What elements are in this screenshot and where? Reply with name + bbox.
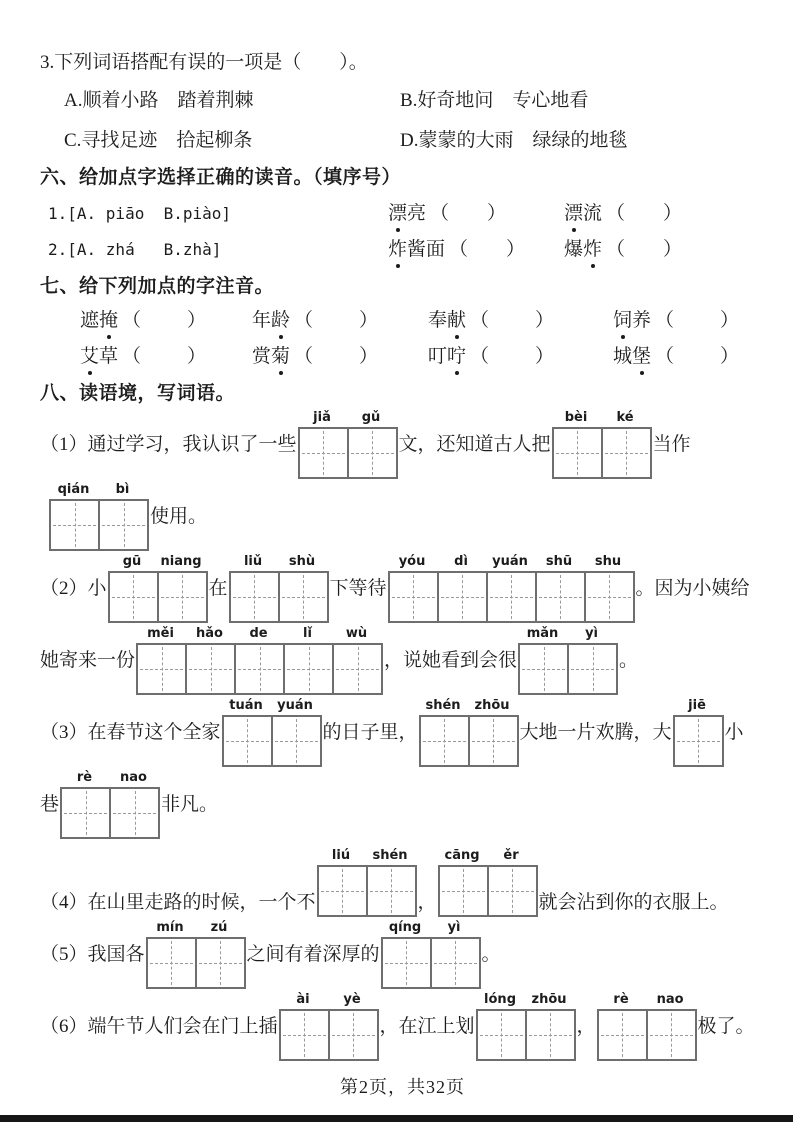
pinyin-row [597, 993, 697, 1009]
writing-cell[interactable] [100, 501, 147, 549]
sentence-line [40, 771, 765, 839]
pinyin-row [146, 921, 246, 937]
dotted-word [613, 346, 651, 367]
sentence-line [40, 555, 765, 623]
pinyin-row [518, 627, 618, 643]
pinyin-label: shén [425, 698, 461, 713]
sentence-text: ，在江上划 [379, 1016, 475, 1037]
pinyin-label: cāng [444, 848, 480, 863]
writing-cell[interactable] [383, 939, 432, 987]
writing-box-group[interactable] [49, 483, 149, 551]
section-8-lines [40, 411, 765, 1061]
pinyin-label: yóu [398, 554, 426, 569]
pinyin-label: bì [115, 482, 130, 497]
term-with-blank [80, 344, 252, 370]
dotted-word [252, 346, 290, 367]
pinyin-label: nao [120, 770, 147, 785]
pinyin-label: shù [288, 554, 316, 569]
sentence-text: 大地一片欢腾，大 [519, 722, 672, 743]
pinyin-label: yè [343, 992, 361, 1007]
pinyin-label: rè [76, 770, 93, 785]
char: 赏 [252, 346, 272, 367]
pinyin-label: zhōu [531, 992, 567, 1007]
writing-box-group[interactable] [518, 627, 618, 695]
writing-cell[interactable] [527, 1011, 574, 1059]
writing-cell[interactable] [520, 645, 569, 693]
dotted-char: 献 [447, 308, 466, 334]
writing-cell[interactable] [110, 573, 159, 621]
writing-cell[interactable] [138, 645, 187, 693]
sentence-text: 她寄来一份 [40, 650, 136, 671]
dotted-char: 咛 [447, 344, 466, 370]
sentence-line [40, 993, 765, 1061]
page-footer: 第2页，共32页 [340, 1077, 465, 1097]
dotted-word [564, 239, 602, 260]
sentence-text: ， [417, 892, 437, 913]
writing-cells [298, 427, 398, 479]
pinyin-row [438, 849, 538, 865]
writing-cell[interactable] [648, 1011, 695, 1059]
pinyin-label: nao [656, 992, 684, 1007]
dotted-word [428, 346, 466, 367]
pinyin-label: mǎn [526, 626, 559, 641]
pinyin-label: lǐ [303, 626, 312, 641]
sentence-line [40, 849, 765, 917]
writing-cell[interactable] [334, 645, 381, 693]
term-with-blank [388, 201, 564, 227]
writing-cell[interactable] [62, 789, 111, 837]
pinyin-row [476, 993, 576, 1009]
writing-box-group[interactable] [388, 555, 635, 623]
pinyin-label: zhōu [474, 698, 510, 713]
writing-cell[interactable] [421, 717, 470, 765]
dotted-word [252, 310, 290, 331]
writing-cells [279, 1009, 379, 1061]
pinyin-label: yì [447, 920, 461, 935]
sentence-text: 使用。 [150, 506, 208, 527]
sentence-line [40, 699, 765, 767]
answer-blank[interactable]: （ ） [430, 203, 507, 224]
sentence-line [40, 627, 765, 695]
writing-box-group[interactable] [108, 555, 208, 623]
dotted-char: 艾 [80, 344, 99, 370]
writing-cells [229, 571, 329, 623]
writing-box-group[interactable] [597, 993, 697, 1061]
pinyin-row [279, 993, 379, 1009]
dotted-word [80, 310, 118, 331]
answer-blank[interactable]: （ ） [606, 203, 683, 224]
term-with-blank [613, 308, 765, 334]
pinyin-label: gū [122, 554, 142, 569]
writing-box-group[interactable] [673, 699, 724, 767]
q3-options [40, 88, 765, 154]
writing-cell[interactable] [488, 573, 537, 621]
answer-blank[interactable]: （ ） [606, 239, 683, 260]
writing-cells [597, 1009, 697, 1061]
answer-blank[interactable]: （ ） [122, 310, 207, 331]
writing-box-group[interactable] [229, 555, 329, 623]
writing-cell[interactable] [489, 867, 536, 915]
sentence-text: 之间有着深厚的 [246, 944, 380, 965]
term-with-blank [388, 237, 564, 263]
writing-box-group[interactable] [279, 993, 379, 1061]
sentence-text: 巷 [40, 794, 60, 815]
sentence-text: （3）在春节这个全家 [40, 722, 221, 743]
pinyin-label: yuán [492, 554, 528, 569]
writing-box-group[interactable] [60, 771, 160, 839]
writing-cells [518, 643, 618, 695]
answer-blank[interactable]: （ ） [122, 346, 207, 367]
dotted-char: 堡 [632, 344, 651, 370]
pinyin-row [388, 555, 635, 571]
pinyin-row [49, 483, 149, 499]
choice-option: C.寻找足迹 拾起柳条 [64, 130, 253, 151]
answer-blank[interactable]: （ ） [449, 239, 526, 260]
section-6-rows [40, 201, 765, 263]
writing-cell[interactable] [51, 501, 100, 549]
writing-cells [419, 715, 519, 767]
writing-cell[interactable] [330, 1011, 377, 1059]
writing-cell[interactable] [537, 573, 586, 621]
writing-cell[interactable] [349, 429, 396, 477]
writing-cell[interactable] [148, 939, 197, 987]
pronunciation-row [40, 237, 765, 263]
pinyin-row [108, 555, 208, 571]
pinyin-label: ěr [503, 848, 519, 863]
writing-box-group[interactable] [317, 849, 417, 917]
pinyin-row [381, 921, 481, 937]
sentence-text: （4）在山里走路的时候，一个不 [40, 892, 316, 913]
char: 遮 [80, 310, 100, 331]
writing-box-group[interactable] [438, 849, 538, 917]
writing-box-group[interactable] [298, 411, 398, 479]
writing-cells [108, 571, 208, 623]
pinyin-label: qíng [388, 920, 422, 935]
writing-cell[interactable] [569, 645, 616, 693]
section-8-heading: 八、读语境，写词语。 [40, 383, 236, 404]
sentence-text: 极了。 [697, 1016, 755, 1037]
writing-cells [381, 937, 481, 989]
pinyin-row [222, 699, 322, 715]
writing-cell[interactable] [231, 573, 280, 621]
pinyin-label: hǎo [196, 626, 223, 641]
writing-cells [317, 865, 417, 917]
pinyin-label: yì [585, 626, 598, 641]
choice-option: B.好奇地问 专心地看 [400, 90, 589, 111]
sentence-line [40, 411, 765, 479]
sentence-text: 下等待 [329, 578, 387, 599]
sentence-text: 的日子里， [322, 722, 418, 743]
dotted-char: 炸 [583, 237, 602, 263]
writing-box-group[interactable] [476, 993, 576, 1061]
pinyin-label: qián [57, 482, 90, 497]
writing-cell[interactable] [599, 1011, 648, 1059]
dotted-char: 菊 [271, 344, 290, 370]
term-with-blank [252, 344, 428, 370]
section-6-heading: 六、给加点字选择正确的读音。（填序号） [40, 167, 402, 188]
pinyin-label: zú [210, 920, 228, 935]
pinyin-label: lóng [484, 992, 516, 1007]
pinyin-label: niang [160, 554, 202, 569]
choice-bracket: 1.[A. piāo B.piào] [48, 204, 232, 223]
writing-cell[interactable] [159, 573, 206, 621]
term-with-blank [428, 344, 613, 370]
char: 城 [613, 346, 633, 367]
char: 亮 [407, 203, 427, 224]
writing-cell[interactable] [368, 867, 415, 915]
section-7-heading: 七、给下列加点的字注音。 [40, 276, 275, 297]
writing-cells [388, 571, 635, 623]
writing-cell[interactable] [319, 867, 368, 915]
pinyin-label: liú [331, 848, 351, 863]
writing-cell[interactable] [281, 1011, 330, 1059]
dotted-word [564, 203, 602, 224]
writing-cell[interactable] [300, 429, 349, 477]
pinyin-row [229, 555, 329, 571]
writing-cell[interactable] [586, 573, 633, 621]
writing-box-group[interactable] [146, 921, 246, 989]
writing-cells [552, 427, 652, 479]
pinyin-label: rè [613, 992, 629, 1007]
dotted-word [428, 310, 466, 331]
pinyin-row [673, 699, 724, 715]
sentence-text: 。因为小姨给 [635, 578, 750, 599]
answer-blank[interactable]: （ ） [655, 310, 740, 331]
writing-cells [146, 937, 246, 989]
term-with-blank [428, 308, 613, 334]
sentence-line [40, 921, 765, 989]
sentence-text: （1）通过学习，我认识了一些 [40, 434, 297, 455]
dotted-char: 炸 [388, 237, 407, 263]
pinyin-label: bèi [564, 410, 588, 425]
pinyin-label: yuán [277, 698, 313, 713]
dotted-char: 龄 [271, 308, 290, 334]
term-with-blank [564, 237, 682, 263]
pinyin-row [60, 771, 160, 787]
pinyin-label: shu [594, 554, 622, 569]
sentence-text: ，说她看到会很 [384, 650, 518, 671]
section-7-grid [40, 308, 765, 370]
sentence-text: 。 [619, 650, 639, 671]
writing-cells [673, 715, 724, 767]
sentence-text: 。 [481, 944, 501, 965]
char: 酱面 [407, 239, 446, 260]
pinyin-row [419, 699, 519, 715]
sentence-text: 在 [208, 578, 228, 599]
dotted-word [80, 346, 118, 367]
pinyin-label: liǔ [243, 554, 263, 569]
writing-cell[interactable] [273, 717, 320, 765]
dotted-word [388, 239, 445, 260]
writing-cell[interactable] [432, 939, 479, 987]
choice-option: A.顺着小路 踏着荆棘 [64, 90, 254, 111]
writing-cells [438, 865, 538, 917]
dotted-char: 漂 [388, 201, 407, 227]
writing-cells [60, 787, 160, 839]
pinyin-label: ài [296, 992, 310, 1007]
pinyin-label: jiǎ [313, 410, 331, 425]
answer-blank[interactable]: （ ） [470, 310, 555, 331]
answer-blank[interactable]: （ ） [470, 346, 555, 367]
writing-cell[interactable] [224, 717, 273, 765]
scan-edge-bar [0, 1115, 793, 1122]
pinyin-label: shū [545, 554, 573, 569]
pinyin-label: wù [345, 626, 368, 641]
sentence-text: ， [576, 1016, 596, 1037]
term-with-blank [252, 308, 428, 334]
char: 爆 [564, 239, 584, 260]
pronunciation-row [40, 201, 765, 227]
writing-cells [222, 715, 322, 767]
writing-cell[interactable] [439, 573, 488, 621]
pinyin-label: de [249, 626, 268, 641]
writing-cells [136, 643, 383, 695]
writing-cells [476, 1009, 576, 1061]
writing-cell[interactable] [197, 939, 244, 987]
term-with-blank [80, 308, 252, 334]
answer-blank[interactable]: （ ） [655, 346, 740, 367]
writing-cell[interactable] [470, 717, 517, 765]
dotted-word [388, 203, 426, 224]
pinyin-label: gǔ [361, 410, 381, 425]
char: 养 [632, 310, 652, 331]
choice-bracket: 2.[A. zhá B.zhà] [48, 240, 222, 259]
sentence-text: 文，还知道古人把 [398, 434, 551, 455]
char: 奉 [428, 310, 448, 331]
writing-box-group[interactable] [136, 627, 383, 695]
writing-cell[interactable] [280, 573, 327, 621]
sentence-text: （5）我国各 [40, 944, 145, 965]
pinyin-row [298, 411, 398, 427]
writing-cell[interactable] [675, 717, 722, 765]
answer-blank[interactable]: （ ） [294, 310, 379, 331]
char: 流 [583, 203, 603, 224]
dotted-word [613, 310, 651, 331]
dotted-char: 饲 [613, 308, 632, 334]
writing-cell[interactable] [111, 789, 158, 837]
writing-box-group[interactable] [552, 411, 652, 479]
pinyin-row [136, 627, 383, 643]
sentence-text: （2）小 [40, 578, 107, 599]
sentence-text: 小 [724, 722, 744, 743]
sentence-text: 当作 [652, 434, 691, 455]
choice-option: D.蒙蒙的大雨 绿绿的地毯 [400, 130, 628, 151]
sentence-text: （6）端午节人们会在门上插 [40, 1016, 278, 1037]
writing-box-group[interactable] [419, 699, 519, 767]
dotted-char: 漂 [564, 201, 583, 227]
pinyin-label: měi [147, 626, 174, 641]
char: 年 [252, 310, 272, 331]
pinyin-row [317, 849, 417, 865]
pinyin-label: mín [156, 920, 184, 935]
writing-cell[interactable] [440, 867, 489, 915]
writing-cell[interactable] [554, 429, 603, 477]
writing-cell[interactable] [478, 1011, 527, 1059]
sentence-text: 就会沾到你的衣服上。 [538, 892, 729, 913]
writing-cell[interactable] [390, 573, 439, 621]
answer-blank[interactable]: （ ） [294, 346, 379, 367]
writing-box-group[interactable] [381, 921, 481, 989]
writing-cell[interactable] [187, 645, 236, 693]
term-with-blank [564, 201, 682, 227]
sentence-text: 非凡。 [161, 794, 219, 815]
writing-cell[interactable] [236, 645, 285, 693]
pinyin-label: ké [616, 410, 634, 425]
pinyin-label: jiē [688, 698, 706, 713]
sentence-line [40, 483, 765, 551]
writing-cell[interactable] [603, 429, 650, 477]
q3-stem: 3.下列词语搭配有误的一项是（ ）。 [40, 52, 368, 73]
term-with-blank [613, 344, 765, 370]
pinyin-label: shén [372, 848, 408, 863]
writing-cell[interactable] [285, 645, 334, 693]
writing-box-group[interactable] [222, 699, 322, 767]
pinyin-label: dì [454, 554, 468, 569]
writing-cells [49, 499, 149, 551]
pinyin-label: tuán [229, 698, 263, 713]
pinyin-row [552, 411, 652, 427]
char: 草 [99, 346, 119, 367]
char: 叮 [428, 346, 448, 367]
dotted-char: 掩 [99, 308, 118, 334]
